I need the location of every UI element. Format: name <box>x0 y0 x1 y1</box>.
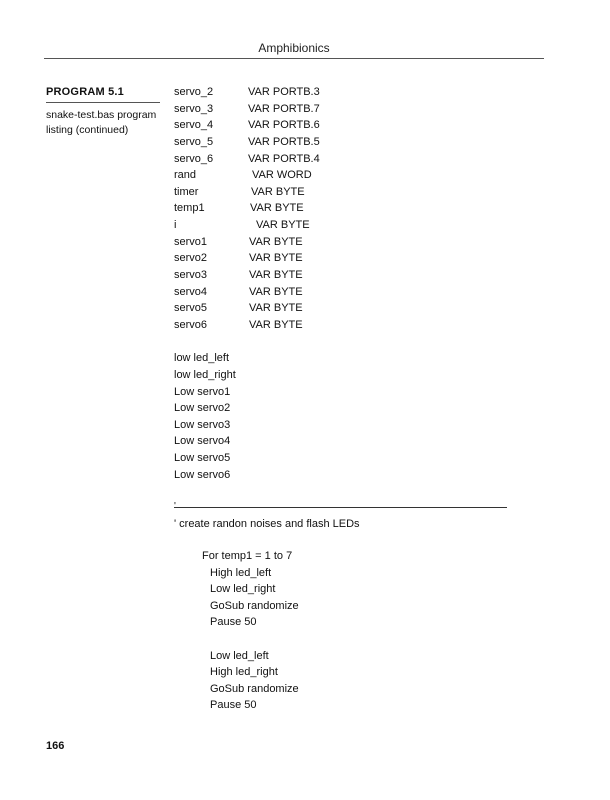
code-line: Low led_left <box>210 649 269 662</box>
code-line: timer VAR BYTE <box>174 185 305 198</box>
code-line: servo5 VAR BYTE <box>174 302 303 315</box>
code-line: servo6 VAR BYTE <box>174 318 303 331</box>
code-line: low led_left <box>174 352 230 365</box>
comment-rule-mark: ' <box>174 501 176 512</box>
code-line: Low servo3 <box>174 418 231 431</box>
code-line: servo_5 VAR PORTB.5 <box>174 135 320 148</box>
header-rule <box>44 58 544 59</box>
code-line: servo_3 VAR PORTB.7 <box>174 102 320 115</box>
program-sidebar <box>46 86 160 138</box>
code-line: servo3 VAR BYTE <box>174 269 303 282</box>
comment-rule <box>174 507 507 508</box>
code-line: GoSub randomize <box>210 599 299 612</box>
code-line: servo_4 VAR PORTB.6 <box>174 119 320 132</box>
code-line: servo1 VAR BYTE <box>174 235 303 248</box>
code-line: GoSub randomize <box>210 682 299 695</box>
code-line: rand VAR WORD <box>174 169 312 182</box>
program-rule <box>46 102 160 103</box>
code-line: temp1 VAR BYTE <box>174 202 304 215</box>
code-line: Low servo4 <box>174 435 231 448</box>
code-line: Pause 50 <box>210 616 257 629</box>
program-caption: snake-test.bas program listing (continued) <box>46 109 157 136</box>
program-label: PROGRAM 5.1 <box>46 86 124 98</box>
code-line: High led_right <box>210 666 278 679</box>
code-line: i VAR BYTE <box>174 219 310 232</box>
code-line: Low servo5 <box>174 452 231 465</box>
code-line: servo4 VAR BYTE <box>174 285 303 298</box>
code-line: Low led_right <box>210 583 276 596</box>
code-line: Pause 50 <box>210 699 257 712</box>
code-line: low led_right <box>174 368 236 381</box>
for-loop-block <box>202 548 299 714</box>
code-line: For temp1 = 1 to 7 <box>202 550 293 562</box>
code-line: servo_2 VAR PORTB.3 <box>174 86 320 98</box>
code-line: servo2 VAR BYTE <box>174 252 303 265</box>
code-line: servo_6 VAR PORTB.4 <box>174 152 320 165</box>
running-head: Amphibionics <box>258 41 330 55</box>
code-listing <box>174 84 320 483</box>
code-line: Low servo6 <box>174 468 231 481</box>
page-number: 166 <box>46 740 65 752</box>
code-line: Low servo1 <box>174 385 231 398</box>
code-line: Low servo2 <box>174 402 231 415</box>
code-line: High led_left <box>210 566 272 579</box>
code-comment: ' create randon noises and flash LEDs <box>174 518 360 530</box>
